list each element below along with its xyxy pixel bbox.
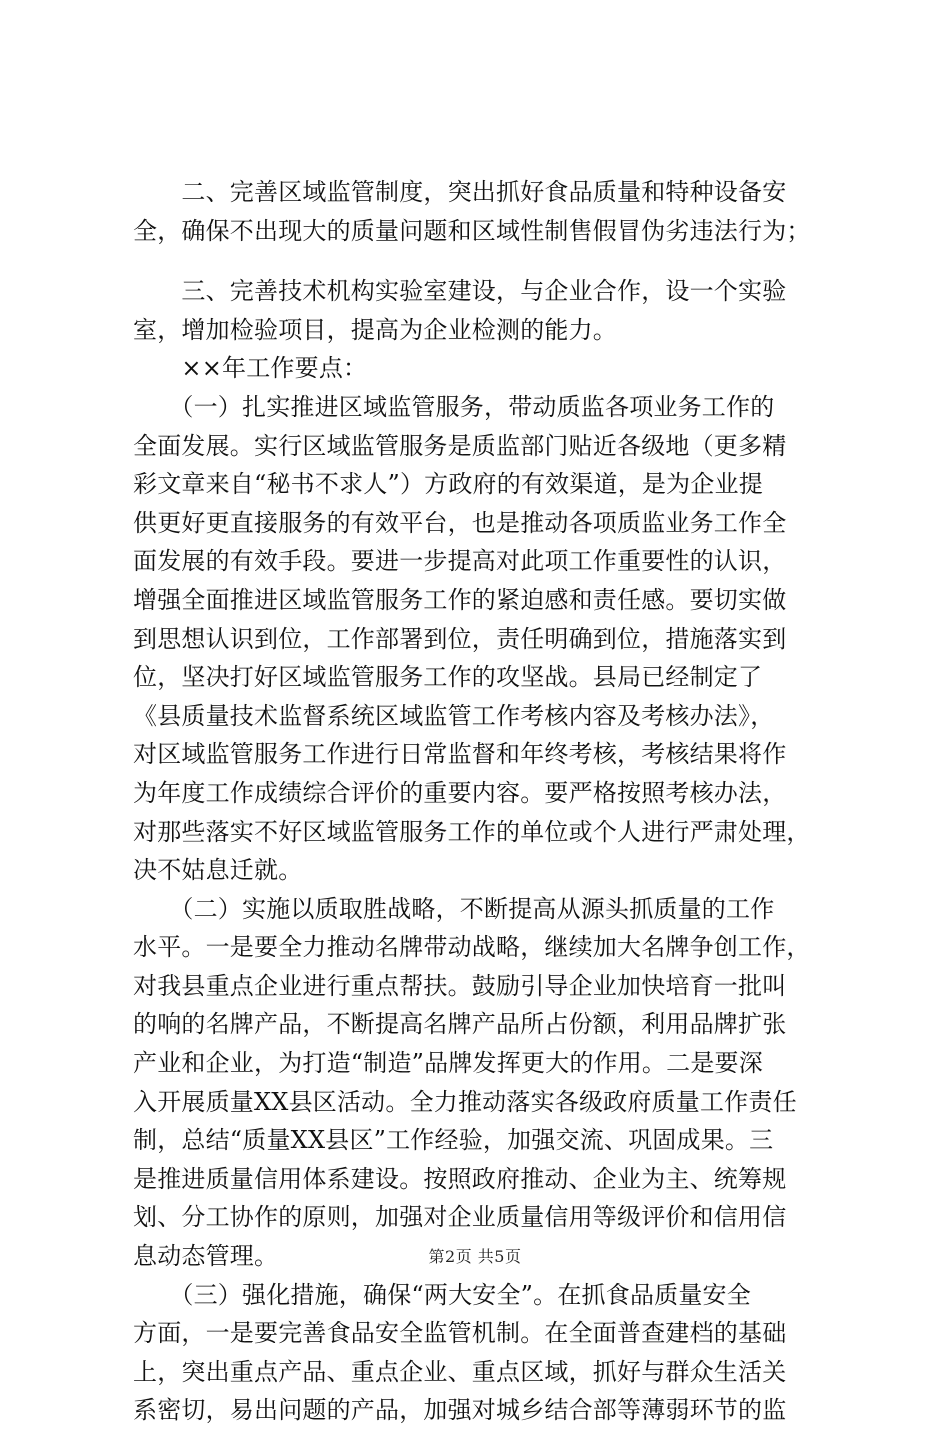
paragraph-point-three [133,1276,853,1430]
text-line: 彩文章来自“秘书不求人”）方政府的有效渠道，是为企业提 [133,470,763,499]
text-line: （二）实施以质取胜战略，不断提高从源头抓质量的工作 [133,894,775,923]
document-body [133,173,853,1430]
text-line: （三）强化措施，确保“两大安全”。在抓食品质量安全 [133,1280,751,1309]
text-line: 是推进质量信用体系建设。按照政府推动、企业为主、统筹规 [133,1164,787,1193]
text-line: 对那些落实不好区域监管服务工作的单位或个人进行严肃处理， [133,817,811,846]
text-line: 供更好更直接服务的有效平台，也是推动各项质监业务工作全 [133,508,787,537]
text-line: 入开展质量XX县区活动。全力推动落实各级政府质量工作责任 [133,1087,797,1116]
text-line: 对我县重点企业进行重点帮扶。鼓励引导企业加快培育一批叫 [133,971,787,1000]
text-line: 对区域监管服务工作进行日常监督和年终考核，考核结果将作 [133,740,787,769]
text-line: 全，确保不出现大的质量问题和区域性制售假冒伪劣违法行为； [133,216,811,245]
text-line: 系密切，易出问题的产品，加强对城乡结合部等薄弱环节的监 [133,1396,787,1425]
page-number-footer: 第2页 共5页 [428,1247,522,1266]
text-line: 到思想认识到位，工作部署到位，责任明确到位，措施落实到 [133,624,787,653]
paragraph-work-points-heading [133,349,853,388]
text-line: 三、完善技术机构实验室建设，与企业合作，设一个实验 [133,277,787,306]
text-line: 方面，一是要完善食品安全监管机制。在全面普查建档的基础 [133,1319,787,1348]
text-line: 制，总结“质量XX县区”工作经验，加强交流、巩固成果。三 [133,1126,774,1155]
text-line: 面发展的有效手段。要进一步提高对此项工作重要性的认识， [133,547,787,576]
paragraph-section-three [133,272,853,349]
text-line: 决不姑息迁就。 [133,856,303,885]
text-line: 全面发展。实行区域监管服务是质监部门贴近各级地（更多精 [133,431,787,460]
text-line: 上，突出重点产品、重点企业、重点区域，抓好与群众生活关 [133,1357,787,1386]
text-line: 产业和企业，为打造“制造”品牌发挥更大的作用。二是要深 [133,1049,763,1078]
text-line: 位，坚决打好区域监管服务工作的攻坚战。县局已经制定了 [133,663,763,692]
text-line: 的响的名牌产品，不断提高名牌产品所占份额，利用品牌扩张 [133,1010,787,1039]
paragraph-section-two [133,173,853,250]
text-line: 二、完善区域监管制度，突出抓好食品质量和特种设备安 [133,178,787,206]
paragraph-point-two [133,890,853,1276]
paragraph-gap [133,250,853,272]
text-line: 水平。一是要全力推动名牌带动战略，继续加大名牌争创工作， [133,933,811,962]
text-line: 为年度工作成绩综合评价的重要内容。要严格按照考核办法， [133,778,787,807]
text-line: 室，增加检验项目，提高为企业检测的能力。 [133,315,617,344]
text-line: （一）扎实推进区域监管服务，带动质监各项业务工作的 [133,392,775,421]
text-line: 划、分工协作的原则，加强对企业质量信用等级评价和信用信 [133,1203,787,1232]
text-line: 《县质量技术监督系统区域监管工作考核内容及考核办法》， [133,701,775,730]
text-line: ××年工作要点： [133,354,368,383]
text-line: 息动态管理。 [133,1242,279,1271]
text-line: 增强全面推进区域监管服务工作的紧迫感和责任感。要切实做 [133,585,787,614]
paragraph-point-one [133,388,853,890]
